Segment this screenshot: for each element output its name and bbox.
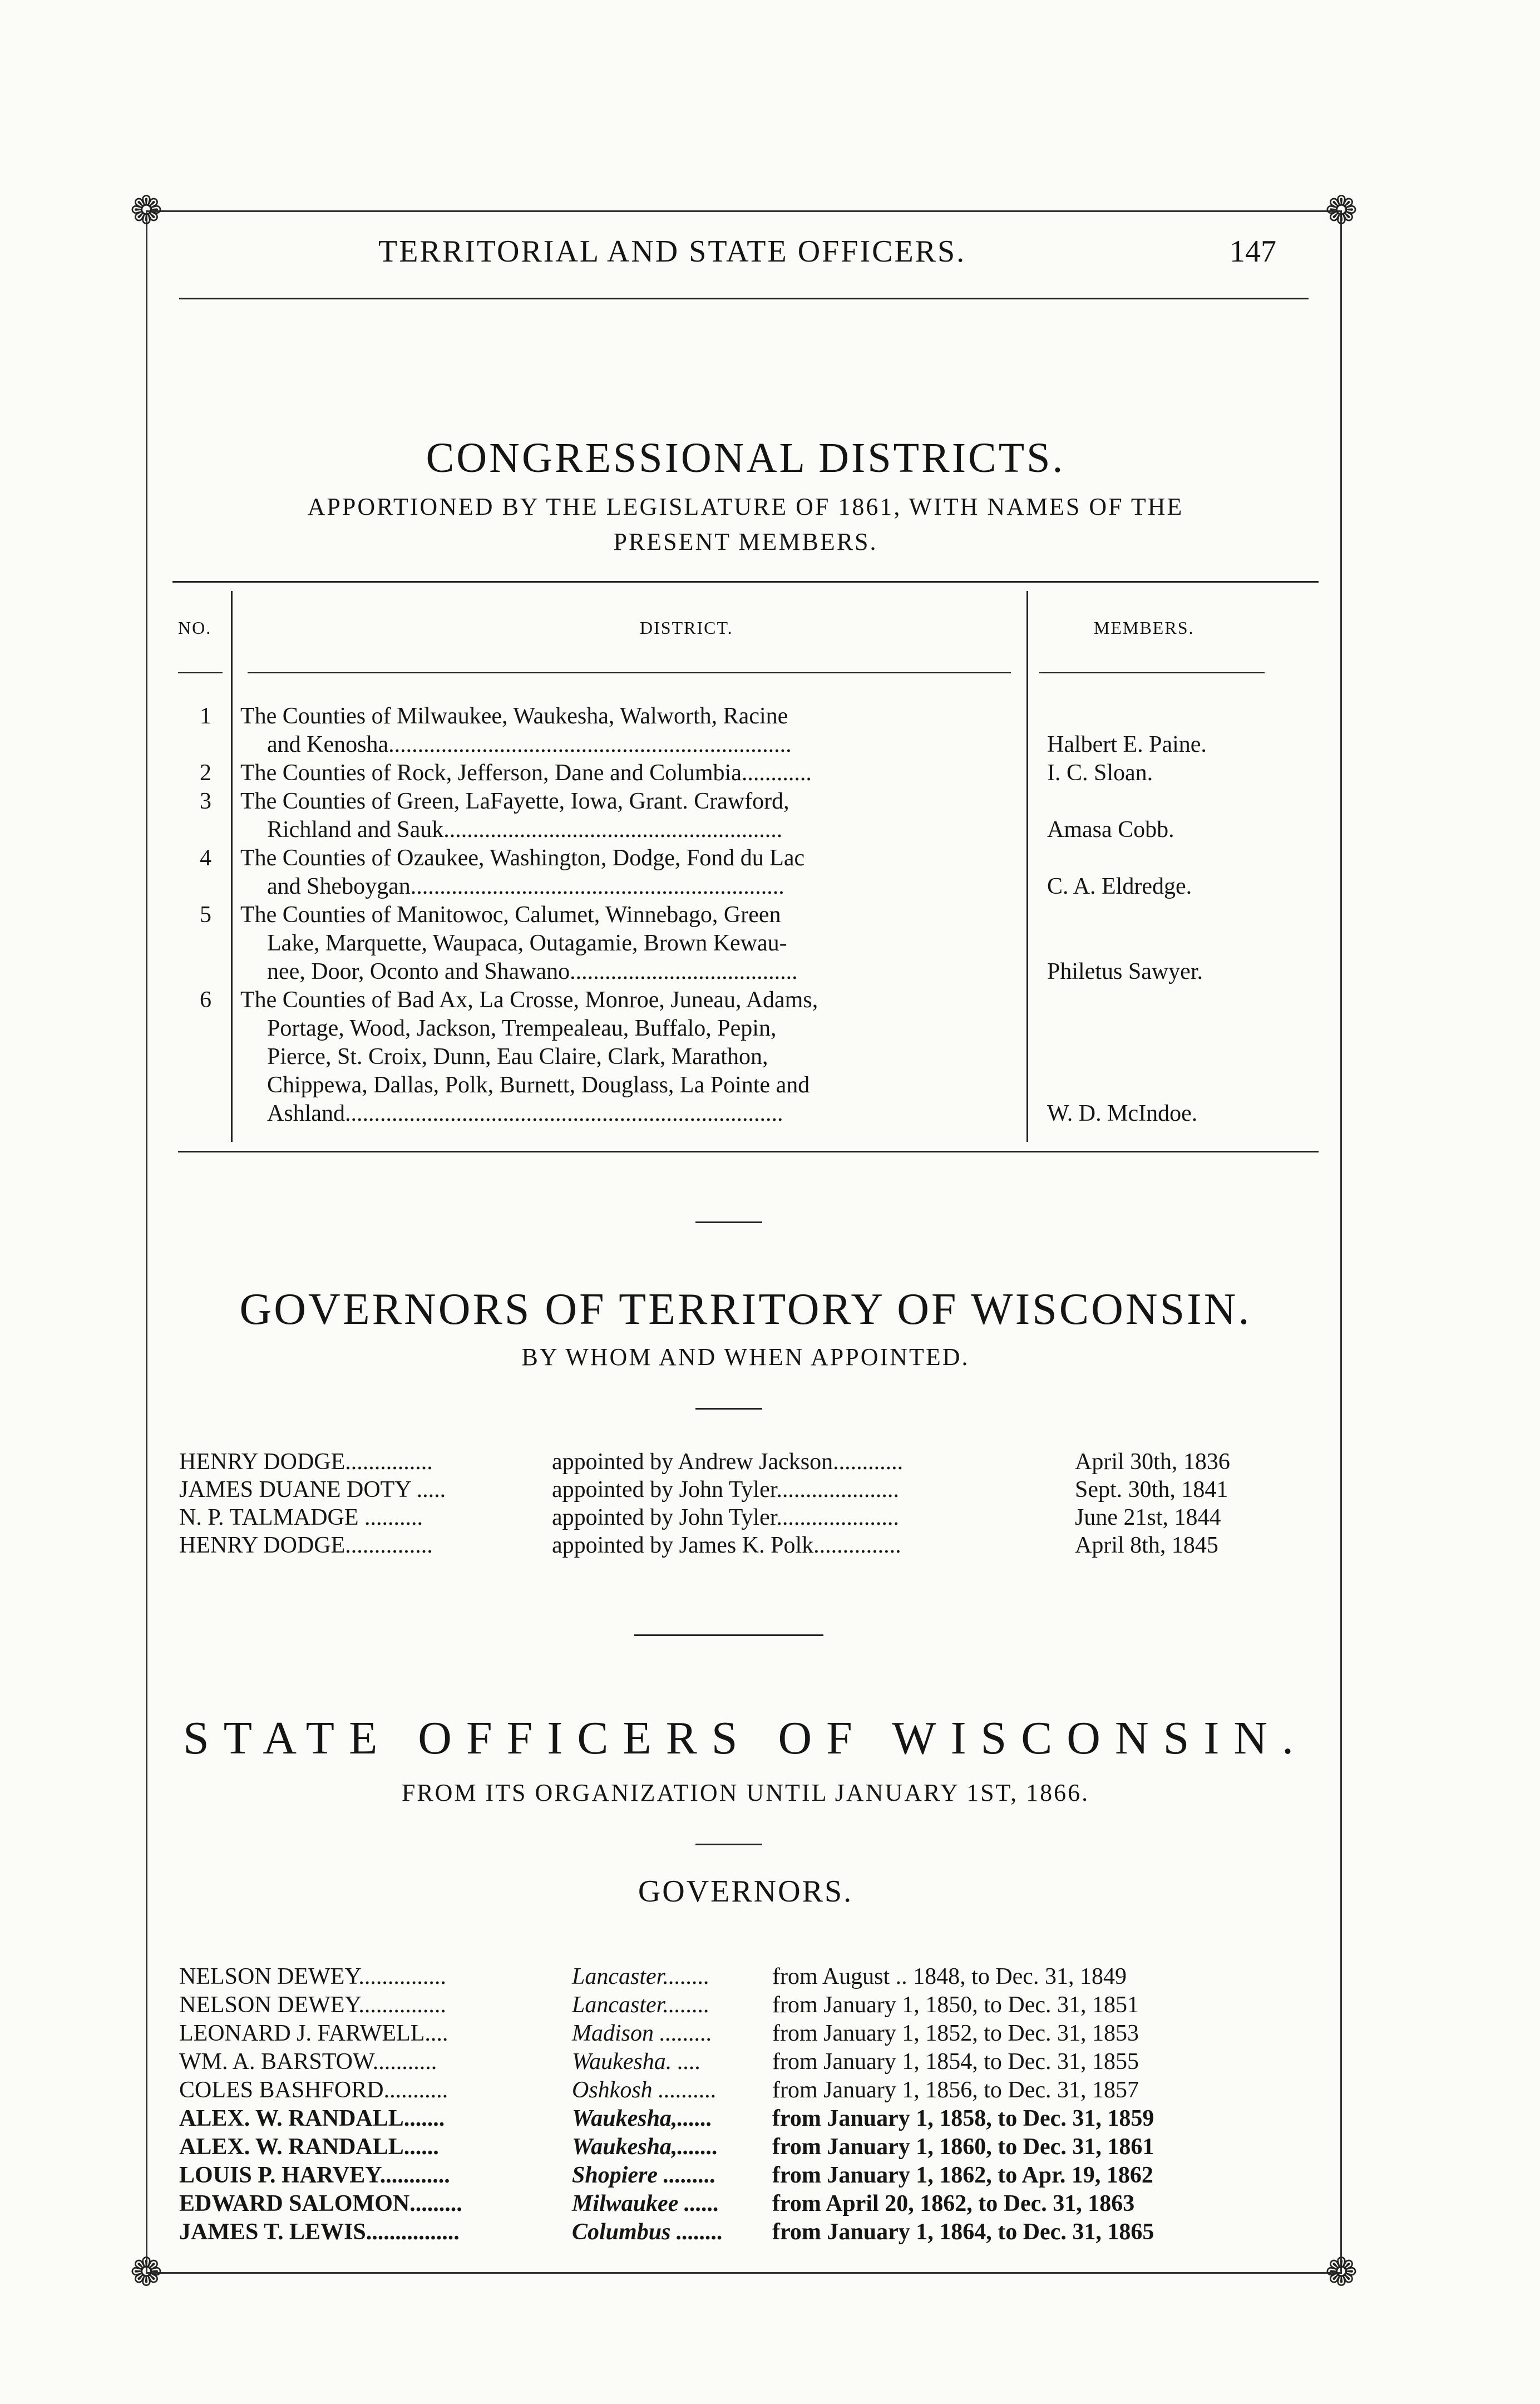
- appointment-date: April 8th, 1845: [1075, 1533, 1218, 1558]
- col-no-rule: [178, 672, 223, 673]
- table-bottom-rule: [178, 1151, 1319, 1152]
- district-member: C. A. Eldredge.: [1047, 874, 1192, 899]
- page-number: 147: [1230, 234, 1276, 269]
- district-text-line: The Counties of Bad Ax, La Crosse, Monroe, Juneau, Adams,: [240, 987, 818, 1013]
- residence: Shopiere .........: [572, 2162, 717, 2188]
- district-member: I. C. Sloan.: [1047, 760, 1153, 786]
- governor-name: COLES BASHFORD...........: [179, 2077, 448, 2103]
- district-row: [178, 702, 1319, 759]
- residence: Columbus ........: [572, 2219, 723, 2245]
- appointed-by: appointed by Andrew Jackson............: [552, 1449, 904, 1475]
- district-number: 2: [200, 760, 211, 786]
- col-district-rule: [248, 672, 1011, 673]
- territory-subtitle: BY WHOM AND WHEN APPOINTED.: [521, 1343, 970, 1371]
- appointment-date: April 30th, 1836: [1075, 1449, 1230, 1475]
- district-row: [178, 901, 1319, 986]
- term: from January 1, 1860, to Dec. 31, 1861: [772, 2134, 1154, 2160]
- corner-ornament-icon: ❁: [130, 2252, 163, 2294]
- governor-name: NELSON DEWEY...............: [179, 1992, 446, 2018]
- district-member: Amasa Cobb.: [1047, 817, 1174, 843]
- frame-left-rule: [146, 210, 147, 2274]
- term: from January 1, 1852, to Dec. 31, 1853: [772, 2021, 1139, 2046]
- district-member: W. D. McIndoe.: [1047, 1101, 1198, 1126]
- district-text-line: Portage, Wood, Jackson, Trempealeau, Buffalo, Pepin,: [267, 1016, 777, 1041]
- frame-right-rule: [1340, 210, 1342, 2274]
- district-text-line: Pierce, St. Croix, Dunn, Eau Claire, Clark, Marathon,: [267, 1044, 768, 1070]
- district-member: Philetus Sawyer.: [1047, 959, 1203, 984]
- district-number: 4: [200, 845, 211, 871]
- congressional-title: CONGRESSIONAL DISTRICTS.: [426, 435, 1065, 481]
- corner-ornament-icon: ❁: [130, 190, 163, 233]
- term: from January 1, 1864, to Dec. 31, 1865: [772, 2219, 1154, 2245]
- section-divider: [634, 1634, 823, 1636]
- col-members-header: MEMBERS.: [1094, 618, 1195, 638]
- district-number: 1: [200, 703, 211, 729]
- term: from August .. 1848, to Dec. 31, 1849: [772, 1964, 1127, 1989]
- district-text-line: Richland and Sauk..........................................................: [267, 817, 783, 843]
- header-rule: [179, 298, 1309, 299]
- congressional-subtitle-1: APPORTIONED BY THE LEGISLATURE OF 1861, WITH NAMES OF THE: [307, 493, 1184, 520]
- district-text-line: Chippewa, Dallas, Polk, Burnett, Douglass, La Pointe and: [267, 1072, 810, 1098]
- col-members-rule: [1039, 672, 1265, 673]
- frame-top-rule: [146, 210, 1342, 212]
- district-text-line: and Kenosha.....................................................................: [267, 732, 792, 757]
- governor-name: JAMES DUANE DOTY .....: [179, 1477, 446, 1502]
- residence: Lancaster........: [572, 1992, 710, 2018]
- section-divider: [695, 1844, 762, 1845]
- congressional-subtitle-2: PRESENT MEMBERS.: [613, 528, 878, 555]
- section-divider: [695, 1408, 762, 1410]
- governor-name: WM. A. BARSTOW...........: [179, 2049, 437, 2075]
- appointed-by: appointed by John Tyler.....................: [552, 1505, 899, 1530]
- residence: Milwaukee ......: [572, 2191, 719, 2216]
- col-no-header: NO.: [178, 618, 212, 638]
- district-number: 3: [200, 789, 211, 814]
- appointment-date: Sept. 30th, 1841: [1075, 1477, 1228, 1502]
- governor-name: EDWARD SALOMON.........: [179, 2191, 462, 2216]
- term: from January 1, 1856, to Dec. 31, 1857: [772, 2077, 1139, 2103]
- state-title: STATE OFFICERS OF WISCONSIN.: [183, 1712, 1308, 1764]
- territory-title: GOVERNORS OF TERRITORY OF WISCONSIN.: [239, 1285, 1252, 1334]
- section-divider: [695, 1221, 762, 1223]
- district-text-line: The Counties of Milwaukee, Waukesha, Walworth, Racine: [240, 703, 788, 729]
- district-row: [178, 787, 1319, 844]
- corner-ornament-icon: ❁: [1325, 2252, 1358, 2294]
- governor-name: LEONARD J. FARWELL....: [179, 2021, 448, 2046]
- district-text-line: Ashland...........................................................................: [267, 1101, 783, 1126]
- table-top-rule: [172, 581, 1319, 583]
- governor-name: N. P. TALMADGE ..........: [179, 1505, 423, 1530]
- running-title: TERRITORIAL AND STATE OFFICERS.: [378, 234, 966, 269]
- residence: Waukesha,......: [572, 2106, 713, 2131]
- district-text-line: nee, Door, Oconto and Shawano.......................................: [267, 959, 798, 984]
- governor-name: HENRY DODGE...............: [179, 1449, 433, 1475]
- residence: Waukesha. ....: [572, 2049, 701, 2075]
- term: from April 20, 1862, to Dec. 31, 1863: [772, 2191, 1135, 2216]
- district-row: [178, 844, 1319, 901]
- governor-name: LOUIS P. HARVEY............: [179, 2162, 450, 2188]
- corner-ornament-icon: ❁: [1325, 190, 1358, 233]
- district-text-line: The Counties of Green, LaFayette, Iowa, Grant. Crawford,: [240, 789, 789, 814]
- governor-name: HENRY DODGE...............: [179, 1533, 433, 1558]
- term: from January 1, 1850, to Dec. 31, 1851: [772, 1992, 1139, 2018]
- governor-name: ALEX. W. RANDALL......: [179, 2134, 439, 2160]
- appointed-by: appointed by James K. Polk...............: [552, 1533, 901, 1558]
- district-text-line: The Counties of Manitowoc, Calumet, Winnebago, Green: [240, 902, 781, 928]
- district-member: Halbert E. Paine.: [1047, 732, 1207, 757]
- governor-name: JAMES T. LEWIS................: [179, 2219, 460, 2245]
- district-number: 5: [200, 902, 211, 928]
- state-subtitle: FROM ITS ORGANIZATION UNTIL JANUARY 1ST, 1866.: [401, 1779, 1090, 1806]
- term: from January 1, 1854, to Dec. 31, 1855: [772, 2049, 1139, 2075]
- term: from January 1, 1858, to Dec. 31, 1859: [772, 2106, 1154, 2131]
- residence: Lancaster........: [572, 1964, 710, 1989]
- appointment-date: June 21st, 1844: [1075, 1505, 1221, 1530]
- district-row: [178, 759, 1319, 787]
- residence: Waukesha,.......: [572, 2134, 718, 2160]
- governors-heading: GOVERNORS.: [638, 1874, 853, 1909]
- district-text-line: The Counties of Rock, Jefferson, Dane and Columbia............: [240, 760, 812, 786]
- col-district-header: DISTRICT.: [640, 618, 733, 638]
- district-text-line: Lake, Marquette, Waupaca, Outagamie, Brown Kewau-: [267, 930, 787, 956]
- district-number: 6: [200, 987, 211, 1013]
- residence: Madison .........: [572, 2021, 712, 2046]
- term: from January 1, 1862, to Apr. 19, 1862: [772, 2162, 1153, 2188]
- governor-name: ALEX. W. RANDALL.......: [179, 2106, 445, 2131]
- district-row: [178, 986, 1319, 1128]
- appointed-by: appointed by John Tyler.....................: [552, 1477, 899, 1502]
- district-text-line: The Counties of Ozaukee, Washington, Dodge, Fond du Lac: [240, 845, 805, 871]
- district-text-line: and Sheboygan................................................................: [267, 874, 784, 899]
- frame-bottom-rule: [146, 2272, 1342, 2274]
- governor-name: NELSON DEWEY...............: [179, 1964, 446, 1989]
- residence: Oshkosh ..........: [572, 2077, 717, 2103]
